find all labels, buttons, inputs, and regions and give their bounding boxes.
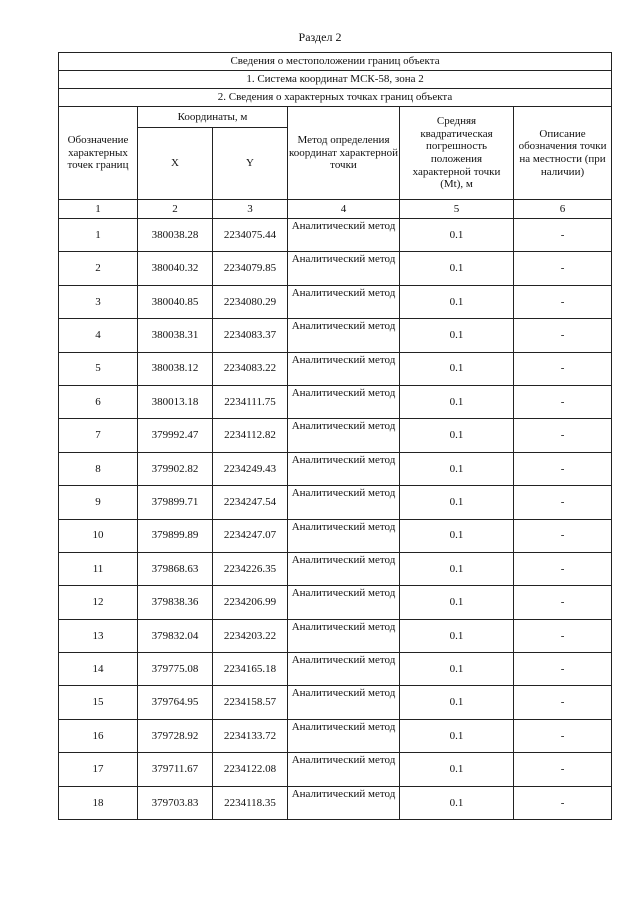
cell-description: -	[514, 419, 612, 452]
column-number: 6	[514, 200, 612, 219]
cell-method: Аналитический метод	[288, 252, 400, 285]
cell-description: -	[514, 319, 612, 352]
table-row	[59, 519, 612, 552]
cell-x: 379899.71	[138, 486, 213, 519]
cell-x: 380013.18	[138, 385, 213, 418]
cell-x: 379838.36	[138, 586, 213, 619]
coordinate-system: 1. Система координат МСК-58, зона 2	[59, 71, 612, 89]
header-y: Y	[213, 128, 288, 200]
cell-mean-error: 0.1	[400, 719, 514, 752]
column-number: 4	[288, 200, 400, 219]
cell-y: 2234079.85	[213, 252, 288, 285]
cell-description: -	[514, 686, 612, 719]
table-row	[59, 653, 612, 686]
section-title: Раздел 2	[298, 30, 342, 44]
table-row	[59, 452, 612, 485]
cell-method: Аналитический метод	[288, 352, 400, 385]
cell-x: 379902.82	[138, 452, 213, 485]
cell-y: 2234122.08	[213, 753, 288, 786]
cell-x: 379775.08	[138, 653, 213, 686]
table-row	[59, 419, 612, 452]
cell-mean-error: 0.1	[400, 653, 514, 686]
cell-point-number: 15	[59, 686, 138, 719]
cell-point-number: 5	[59, 352, 138, 385]
cell-y: 2234203.22	[213, 619, 288, 652]
cell-point-number: 3	[59, 285, 138, 318]
cell-method: Аналитический метод	[288, 452, 400, 485]
cell-x: 379711.67	[138, 753, 213, 786]
cell-x: 379832.04	[138, 619, 213, 652]
cell-x: 380040.85	[138, 285, 213, 318]
cell-description: -	[514, 352, 612, 385]
cell-mean-error: 0.1	[400, 619, 514, 652]
header-method: Метод определения координат характерной точки	[288, 107, 400, 200]
cell-mean-error: 0.1	[400, 786, 514, 819]
cell-description: -	[514, 486, 612, 519]
cell-y: 2234165.18	[213, 653, 288, 686]
cell-y: 2234133.72	[213, 719, 288, 752]
table-row	[59, 753, 612, 786]
cell-y: 2234226.35	[213, 552, 288, 585]
cell-x: 379728.92	[138, 719, 213, 752]
cell-x: 379992.47	[138, 419, 213, 452]
cell-description: -	[514, 619, 612, 652]
cell-method: Аналитический метод	[288, 653, 400, 686]
cell-mean-error: 0.1	[400, 285, 514, 318]
table-row	[59, 586, 612, 619]
cell-point-number: 7	[59, 419, 138, 452]
header-description: Описание обозначения точки на местности (при наличии)	[514, 107, 612, 200]
header-coordinates: Координаты, м	[138, 107, 288, 128]
cell-method: Аналитический метод	[288, 786, 400, 819]
cell-mean-error: 0.1	[400, 452, 514, 485]
header-point-designation: Обозначение характерных точек границ	[59, 107, 138, 200]
cell-y: 2234111.75	[213, 385, 288, 418]
cell-x: 379764.95	[138, 686, 213, 719]
cell-description: -	[514, 519, 612, 552]
cell-mean-error: 0.1	[400, 419, 514, 452]
cell-x: 380038.31	[138, 319, 213, 352]
points-section-title: 2. Сведения о характерных точках границ объекта	[59, 89, 612, 107]
cell-mean-error: 0.1	[400, 252, 514, 285]
table-row	[59, 719, 612, 752]
cell-description: -	[514, 719, 612, 752]
table-row	[59, 219, 612, 252]
cell-mean-error: 0.1	[400, 519, 514, 552]
cell-description: -	[514, 586, 612, 619]
cell-point-number: 9	[59, 486, 138, 519]
cell-point-number: 1	[59, 219, 138, 252]
cell-point-number: 2	[59, 252, 138, 285]
cell-method: Аналитический метод	[288, 619, 400, 652]
cell-method: Аналитический метод	[288, 719, 400, 752]
header-x: X	[138, 128, 213, 200]
table-row	[59, 552, 612, 585]
table-row	[59, 385, 612, 418]
column-number-row	[59, 200, 612, 219]
cell-y: 2234249.43	[213, 452, 288, 485]
table-row	[59, 619, 612, 652]
cell-point-number: 18	[59, 786, 138, 819]
cell-y: 2234206.99	[213, 586, 288, 619]
cell-y: 2234247.07	[213, 519, 288, 552]
table-row	[59, 686, 612, 719]
cell-mean-error: 0.1	[400, 586, 514, 619]
cell-point-number: 14	[59, 653, 138, 686]
cell-mean-error: 0.1	[400, 352, 514, 385]
cell-y: 2234112.82	[213, 419, 288, 452]
cell-point-number: 12	[59, 586, 138, 619]
table-row	[59, 486, 612, 519]
cell-method: Аналитический метод	[288, 753, 400, 786]
table-title: Сведения о местоположении границ объекта	[59, 53, 612, 71]
cell-point-number: 6	[59, 385, 138, 418]
cell-point-number: 4	[59, 319, 138, 352]
cell-description: -	[514, 552, 612, 585]
cell-point-number: 10	[59, 519, 138, 552]
cell-point-number: 13	[59, 619, 138, 652]
cell-mean-error: 0.1	[400, 385, 514, 418]
cell-mean-error: 0.1	[400, 319, 514, 352]
column-number: 2	[138, 200, 213, 219]
cell-method: Аналитический метод	[288, 419, 400, 452]
cell-y: 2234118.35	[213, 786, 288, 819]
table-row	[59, 285, 612, 318]
cell-method: Аналитический метод	[288, 319, 400, 352]
cell-description: -	[514, 385, 612, 418]
cell-mean-error: 0.1	[400, 486, 514, 519]
cell-y: 2234083.37	[213, 319, 288, 352]
cell-x: 380038.12	[138, 352, 213, 385]
cell-mean-error: 0.1	[400, 686, 514, 719]
table-row	[59, 352, 612, 385]
column-number: 3	[213, 200, 288, 219]
cell-method: Аналитический метод	[288, 519, 400, 552]
cell-y: 2234075.44	[213, 219, 288, 252]
cell-y: 2234158.57	[213, 686, 288, 719]
cell-mean-error: 0.1	[400, 219, 514, 252]
cell-method: Аналитический метод	[288, 385, 400, 418]
cell-method: Аналитический метод	[288, 586, 400, 619]
cell-description: -	[514, 753, 612, 786]
header-mean-error: Средняя квадратическая погрешность положения характерной точки (Mt), м	[400, 107, 514, 200]
cell-method: Аналитический метод	[288, 686, 400, 719]
cell-y: 2234080.29	[213, 285, 288, 318]
cell-x: 379703.83	[138, 786, 213, 819]
cell-x: 379868.63	[138, 552, 213, 585]
cell-description: -	[514, 452, 612, 485]
cell-y: 2234083.22	[213, 352, 288, 385]
cell-method: Аналитический метод	[288, 552, 400, 585]
cell-point-number: 16	[59, 719, 138, 752]
cell-method: Аналитический метод	[288, 486, 400, 519]
cell-x: 379899.89	[138, 519, 213, 552]
table-row	[59, 252, 612, 285]
cell-mean-error: 0.1	[400, 753, 514, 786]
boundary-points-table	[58, 52, 612, 820]
cell-method: Аналитический метод	[288, 285, 400, 318]
cell-description: -	[514, 252, 612, 285]
cell-description: -	[514, 219, 612, 252]
table-row	[59, 319, 612, 352]
column-number: 5	[400, 200, 514, 219]
cell-description: -	[514, 285, 612, 318]
table-row	[59, 786, 612, 819]
cell-description: -	[514, 786, 612, 819]
cell-mean-error: 0.1	[400, 552, 514, 585]
cell-x: 380040.32	[138, 252, 213, 285]
cell-point-number: 8	[59, 452, 138, 485]
cell-method: Аналитический метод	[288, 219, 400, 252]
cell-x: 380038.28	[138, 219, 213, 252]
cell-point-number: 17	[59, 753, 138, 786]
cell-y: 2234247.54	[213, 486, 288, 519]
column-number: 1	[59, 200, 138, 219]
cell-point-number: 11	[59, 552, 138, 585]
cell-description: -	[514, 653, 612, 686]
